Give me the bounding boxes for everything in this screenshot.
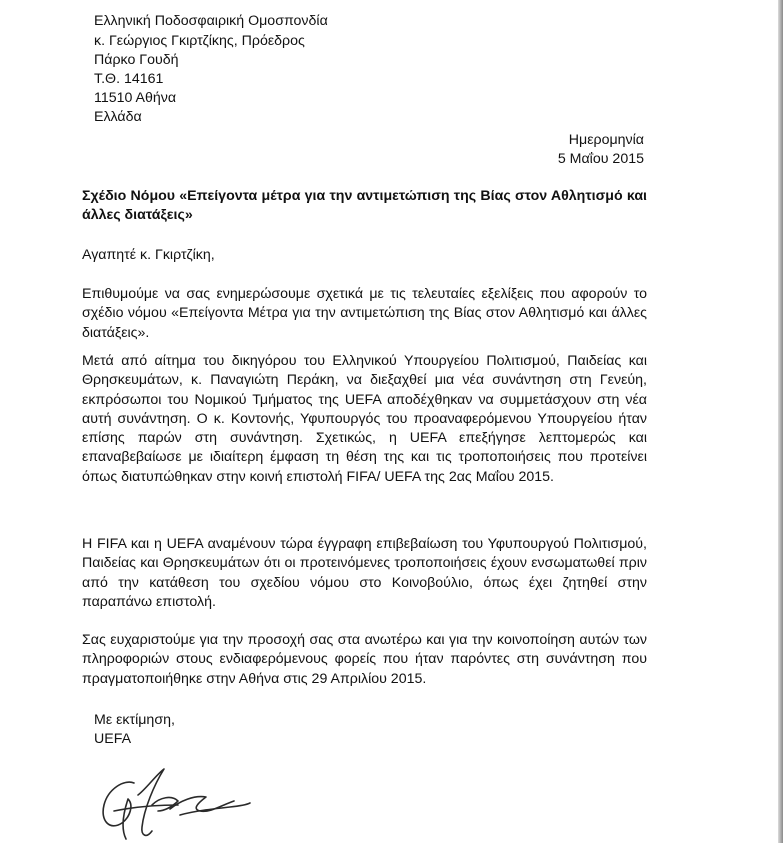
letter-subject: Σχέδιο Νόμου «Επείγοντα μέτρα για την αντιμετώπιση της Βίας στον Αθλητισμό και άλλες διατάξεις»	[82, 188, 647, 224]
recipient-person: κ. Γεώργιος Γκιρτζίκης, Πρόεδρος	[94, 33, 305, 49]
recipient-street: Πάρκο Γουδή	[94, 52, 179, 68]
recipient-po-box: Τ.Θ. 14161	[94, 71, 164, 87]
paragraph-1: Επιθυμούμε να σας ενημερώσουμε σχετικά με τις τελευταίες εξελίξεις που αφορούν το σχέδιο νόμου «Επείγοντα Μέτρα για την αντιμετώπιση της Βίας στον Αθλητισμό και άλλες διατάξεις».	[82, 286, 647, 341]
closing-phrase: Με εκτίμηση,	[94, 712, 175, 728]
recipient-organization: Ελληνική Ποδοσφαιρική Ομοσπονδία	[94, 13, 328, 29]
page-edge-shadow	[778, 0, 783, 843]
handwritten-signature	[94, 765, 254, 843]
salutation: Αγαπητέ κ. Γκιρτζίκη,	[82, 247, 215, 263]
closing-sender: UEFA	[94, 731, 132, 747]
paragraph-4: Σας ευχαριστούμε για την προσοχή σας στα ανωτέρω και για την κοινοποίηση αυτών των πληροφοριών στους ενδιαφερόμενους φορείς που ήταν παρόντες στη συνάντηση που πραγματοποιήθηκε στην Αθήνα στις 29 Απριλίου 2015.	[82, 632, 647, 687]
paragraph-2: Μετά από αίτημα του δικηγόρου του Ελληνικού Υπουργείου Πολιτισμού, Παιδείας και Θρησκευμάτων, κ. Παναγιώτη Περάκη, να διεξαχθεί μια νέα συνάντηση στη Γενεύη, εκπρόσωποι του Νομικού Τμήματος της UEFA αποδέχθηκαν να συμμετάσχουν στη νέα αυτή συνάντηση. Ο κ. Κοντονής, Υφυπουργός του προαναφερόμενου Υπουργείου ήταν επίσης παρών στη συνάντηση. Σχετικώς, η UEFA επεξήγησε λεπτομερώς και επαναβεβαίωσε με ιδιαίτερη έμφαση τη θέση της και τις τροποποιήσεις που προτείνει όπως διατυπώθηκαν στην κοινή επιστολή FIFA/ UEFA της 2ας Μαΐου 2015.	[82, 353, 647, 485]
paragraph-3: Η FIFA και η UEFA αναμένουν τώρα έγγραφη επιβεβαίωση του Υφυπουργού Πολιτισμού, Παιδείας και Θρησκευμάτων ότι οι προτεινόμενες τροποποιήσεις έχουν ενσωματωθεί πριν από την κατάθεση του σχεδίου νόμου στο Κοινοβούλιο, όπως έχει ζητηθεί στην παραπάνω επιστολή.	[82, 536, 647, 610]
date-value: 5 Μαΐου 2015	[557, 151, 644, 167]
date-label: Ημερομηνία	[568, 132, 644, 148]
recipient-country: Ελλάδα	[94, 109, 142, 125]
recipient-city: 11510 Αθήνα	[94, 90, 177, 106]
